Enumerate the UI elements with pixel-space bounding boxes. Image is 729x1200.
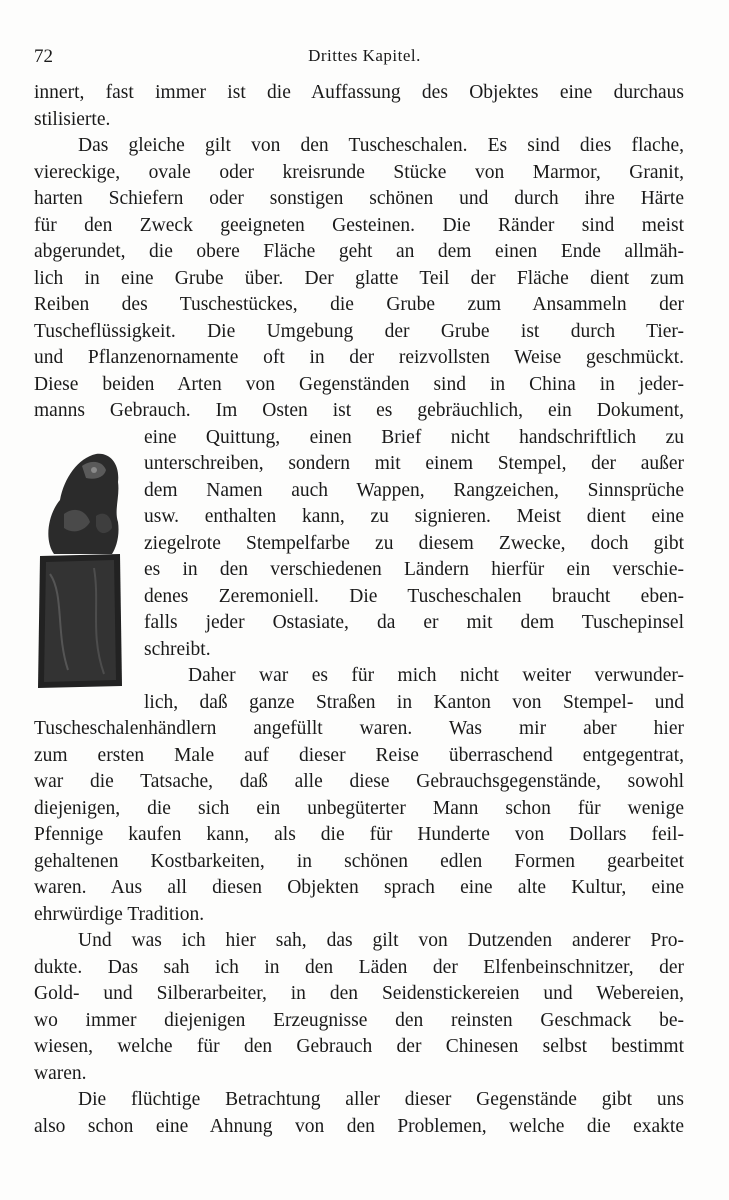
text-line: diejenigen, die sich ein unbegüterter Mann schon für wenige — [34, 797, 684, 819]
text-line: schreibt. — [144, 638, 211, 660]
text-line: Die flüchtige Betrachtung aller dieser Gegenstände gibt uns — [78, 1089, 684, 1110]
text-line: Und was ich hier sah, das gilt von Dutzenden anderer Pro- — [78, 930, 684, 951]
text-line: viereckige, ovale oder kreisrunde Stücke von Marmor, Granit, — [34, 161, 684, 183]
text-line: Tuscheflüssigkeit. Die Umgebung der Grube ist durch Tier- — [34, 320, 684, 342]
text-line: Daher war es für mich nicht weiter verwunder- — [188, 665, 684, 686]
text-line: harten Schiefern oder sonstigen schönen und durch ihre Härte — [34, 188, 684, 209]
text-line: waren. Aus all diesen Objekten sprach eine alte Kultur, eine — [34, 877, 684, 898]
text-line: denes Zeremoniell. Die Tuscheschalen braucht eben- — [144, 585, 684, 607]
text-line: lich in eine Grube über. Der glatte Teil der Fläche dient zum — [34, 267, 684, 289]
text-line: Das gleiche gilt von den Tuscheschalen. Es sind dies flache, — [78, 135, 684, 156]
text-line: unterschreiben, sondern mit einem Stempel, der außer — [144, 453, 684, 474]
text-line: und Pflanzenornamente oft in der reizvollsten Weise geschmückt. — [34, 347, 684, 368]
text-line: war die Tatsache, daß alle diese Gebrauchsgegenstände, sowohl — [34, 771, 684, 792]
text-line: es in den verschiedenen Ländern hierfür ein verschie- — [144, 559, 684, 580]
text-line: für den Zweck geeigneten Gesteinen. Die Ränder sind meist — [34, 214, 684, 236]
text-line: wiesen, welche für den Gebrauch der Chinesen selbst bestimmt — [34, 1036, 684, 1057]
text-line: innert, fast immer ist die Auffassung des Objektes eine durchaus — [34, 82, 684, 103]
page-header — [0, 42, 729, 70]
text-line: Pfennige kaufen kann, als die für Hunderte von Dollars feil- — [34, 824, 684, 845]
running-title: Drittes Kapitel. — [308, 46, 421, 65]
text-line: Diese beiden Arten von Gegenständen sind in China in jeder- — [34, 373, 684, 395]
page-number: 72 — [34, 46, 53, 67]
text-line: dem Namen auch Wappen, Rangzeichen, Sinnsprüche — [144, 479, 684, 501]
text-line: manns Gebrauch. Im Osten ist es gebräuchlich, ein Dokument, — [34, 400, 684, 421]
text-line: wo immer diejenigen Erzeugnisse den reinsten Geschmack be- — [34, 1009, 684, 1031]
text-line: Tuscheschalenhändlern angefüllt waren. Was mir aber hier — [34, 718, 684, 739]
text-line: Gold- und Silberarbeiter, in den Seidenstickereien und Webereien, — [34, 983, 684, 1004]
body-text — [34, 80, 684, 1140]
text-line: usw. enthalten kann, zu signieren. Meist dient eine — [144, 506, 684, 527]
text-line: lich, daß ganze Straßen in Kanton von Stempel- und — [144, 691, 684, 713]
text-line: waren. — [34, 1062, 87, 1084]
text-line: ehrwürdige Tradition. — [34, 903, 205, 925]
text-line: gehaltenen Kostbarkeiten, in schönen edlen Formen gearbeitet — [34, 850, 684, 872]
text-line: dukte. Das sah ich in den Läden der Elfenbeinschnitzer, der — [34, 956, 684, 978]
text-line: falls jeder Ostasiate, da er mit dem Tuschepinsel — [144, 612, 684, 633]
text-line: also schon eine Ahnung von den Problemen, welche die exakte — [34, 1115, 684, 1137]
text-line: abgerundet, die obere Fläche geht an dem einen Ende allmäh- — [34, 241, 684, 262]
text-line: ziegelrote Stempelfarbe zu diesem Zwecke, doch gibt — [144, 532, 684, 554]
text-line: zum ersten Male auf dieser Reise überraschend entgegentrat, — [34, 744, 684, 766]
text-line: stilisierte. — [34, 108, 111, 130]
text-line: eine Quittung, einen Brief nicht handschriftlich zu — [144, 426, 684, 448]
text-line: Reiben des Tuschestückes, die Grube zum Ansammeln der — [34, 294, 684, 315]
